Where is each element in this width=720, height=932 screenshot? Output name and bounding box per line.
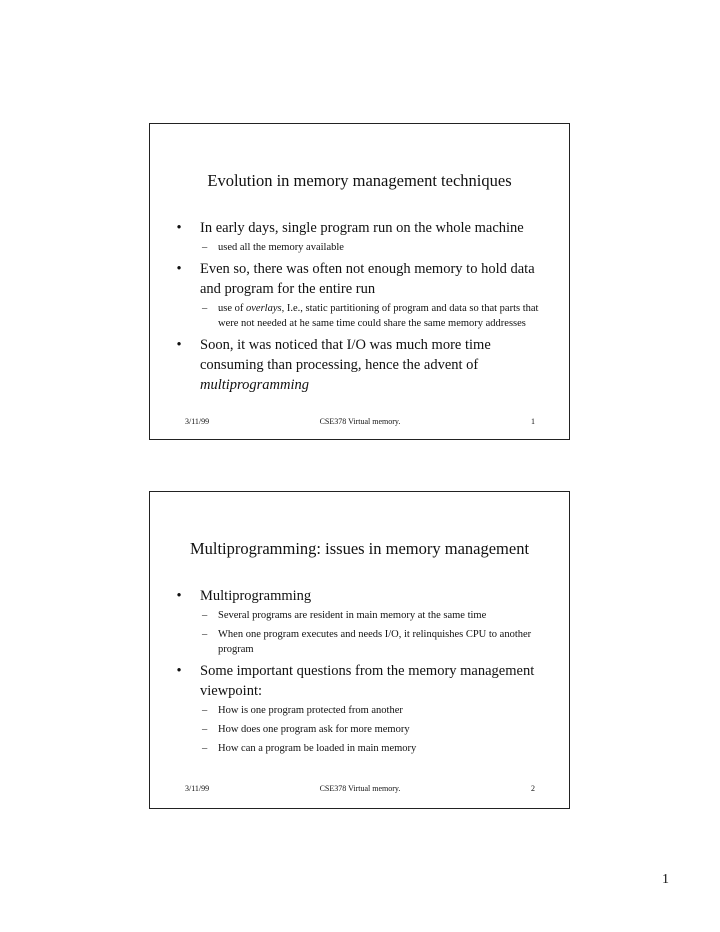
bullet-text: Some important questions from the memory management viewpoint: — [200, 663, 535, 699]
sub-bullet-post: I.e., static partitioning of program and data so that parts that were not needed at he same time could share the same memory addresses — [218, 303, 539, 329]
bullet-text: Soon, it was noticed that I/O was much more time consuming than processing, hence the advent of — [200, 337, 491, 373]
bullet-italic-text: multiprogramming — [200, 377, 310, 393]
sub-bullet-item — [173, 627, 553, 657]
slide-2 — [149, 491, 570, 809]
bullet-text: Even so, there was often not enough memory to hold data and program for the entire run — [200, 261, 535, 297]
sub-bullet-item — [173, 608, 553, 623]
sub-bullet-item — [173, 722, 553, 737]
slide-title: Evolution in memory management techniques — [207, 171, 512, 190]
dash-icon: – — [202, 724, 208, 735]
bullet-item — [173, 218, 553, 238]
bullet-icon: • — [176, 663, 182, 679]
dash-icon: – — [202, 705, 208, 716]
sub-bullet-text: When one program executes and needs I/O, it relinquishes CPU to another program — [218, 629, 532, 655]
sub-bullet-item — [173, 703, 553, 718]
sub-bullet-text: How is one program protected from another — [218, 705, 403, 716]
bullet-item — [173, 335, 553, 395]
footer-slide-number: 2 — [531, 784, 535, 793]
dash-icon: – — [202, 303, 208, 314]
footer-slide-number: 1 — [531, 417, 535, 426]
dash-icon: – — [202, 242, 208, 253]
sub-bullet-text: How can a program be loaded in main memory — [218, 743, 417, 754]
slide-content — [173, 586, 553, 760]
sub-bullet-italic: overlays, — [246, 303, 285, 314]
footer-course: CSE378 Virtual memory. — [319, 784, 401, 793]
bullet-icon: • — [176, 261, 182, 277]
dash-icon: – — [202, 743, 208, 754]
dash-icon: – — [202, 629, 208, 640]
sub-bullet-item — [173, 240, 553, 255]
slide-1 — [149, 123, 570, 440]
sub-bullet-text: Several programs are resident in main memory at the same time — [218, 610, 487, 621]
bullet-icon: • — [176, 220, 182, 236]
bullet-text: Multiprogramming — [200, 588, 312, 604]
bullet-text: In early days, single program run on the whole machine — [200, 220, 524, 236]
bullet-icon: • — [176, 588, 182, 604]
sub-bullet-item — [173, 741, 553, 756]
dash-icon: – — [202, 610, 208, 621]
footer-date: 3/11/99 — [185, 417, 210, 426]
sub-bullet-text: used all the memory available — [218, 242, 344, 253]
sub-bullet-item — [173, 301, 553, 331]
slide-title: Multiprogramming: issues in memory management — [189, 539, 530, 558]
bullet-icon: • — [176, 337, 182, 353]
footer-date: 3/11/99 — [185, 784, 210, 793]
footer-course: CSE378 Virtual memory. — [319, 417, 401, 426]
bullet-item — [173, 259, 553, 299]
bullet-item — [173, 586, 553, 606]
slide-content — [173, 218, 553, 395]
sub-bullet-text: How does one program ask for more memory — [218, 724, 410, 735]
page-number: 1 — [662, 872, 669, 887]
sub-bullet-pre: use of — [218, 303, 244, 314]
bullet-item — [173, 661, 553, 701]
